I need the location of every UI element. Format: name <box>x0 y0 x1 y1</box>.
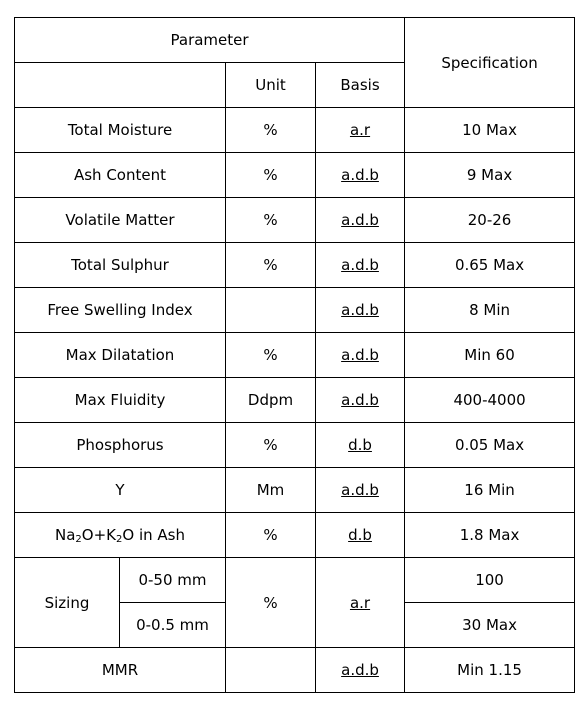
basis-cell: a.d.b <box>316 243 405 288</box>
table-row <box>15 468 575 513</box>
spec-cell: 10 Max <box>405 108 575 153</box>
specification-table <box>14 17 575 693</box>
spec-cell: 8 Min <box>405 288 575 333</box>
table-row <box>15 378 575 423</box>
parameter-cell: Total Moisture <box>15 108 226 153</box>
unit-cell <box>226 288 316 333</box>
basis-cell: a.r <box>316 108 405 153</box>
unit-cell: % <box>226 423 316 468</box>
table-row <box>15 198 575 243</box>
basis-cell: a.d.b <box>316 468 405 513</box>
spec-cell: 1.8 Max <box>405 513 575 558</box>
sizing-spec-cell: 100 <box>405 558 575 603</box>
parameter-cell: Phosphorus <box>15 423 226 468</box>
parameter-cell: Max Fluidity <box>15 378 226 423</box>
sizing-range-cell: 0-0.5 mm <box>120 603 226 648</box>
parameter-cell: Max Dilatation <box>15 333 226 378</box>
sizing-label: Sizing <box>15 558 120 648</box>
spec-cell: 400-4000 <box>405 378 575 423</box>
unit-cell: Mm <box>226 468 316 513</box>
basis-header: Basis <box>316 63 405 108</box>
unit-cell: % <box>226 198 316 243</box>
spec-cell: 20-26 <box>405 198 575 243</box>
table-row <box>15 423 575 468</box>
sizing-basis-cell: a.r <box>316 558 405 648</box>
parameter-cell: Total Sulphur <box>15 243 226 288</box>
unit-cell: % <box>226 108 316 153</box>
parameter-cell: Free Swelling Index <box>15 288 226 333</box>
unit-cell: % <box>226 513 316 558</box>
spec-cell: 16 Min <box>405 468 575 513</box>
sizing-spec-cell: 30 Max <box>405 603 575 648</box>
unit-cell <box>226 648 316 693</box>
spec-cell: 9 Max <box>405 153 575 198</box>
sizing-range-cell: 0-50 mm <box>120 558 226 603</box>
table-row <box>15 108 575 153</box>
parameter-cell: Y <box>15 468 226 513</box>
basis-cell: a.d.b <box>316 648 405 693</box>
spec-cell: Min 60 <box>405 333 575 378</box>
table-row <box>15 243 575 288</box>
table-row <box>15 333 575 378</box>
sizing-row <box>15 558 575 603</box>
spec-cell: 0.05 Max <box>405 423 575 468</box>
basis-cell: a.d.b <box>316 378 405 423</box>
basis-cell: a.d.b <box>316 333 405 378</box>
basis-cell: a.d.b <box>316 153 405 198</box>
unit-cell: % <box>226 333 316 378</box>
parameter-cell: Ash Content <box>15 153 226 198</box>
table-row <box>15 648 575 693</box>
table-row <box>15 288 575 333</box>
unit-cell: Ddpm <box>226 378 316 423</box>
unit-cell: % <box>226 243 316 288</box>
table-row <box>15 153 575 198</box>
basis-cell: d.b <box>316 513 405 558</box>
unit-header: Unit <box>226 63 316 108</box>
basis-cell: a.d.b <box>316 198 405 243</box>
parameter-cell-subscript: $Na_2O+K_2O$ in Ash <box>15 513 226 558</box>
table-row <box>15 513 575 558</box>
parameter-header: Parameter <box>15 18 405 63</box>
specification-header: Specification <box>405 18 575 108</box>
parameter-cell: Volatile Matter <box>15 198 226 243</box>
sizing-unit-cell: % <box>226 558 316 648</box>
unit-cell: % <box>226 153 316 198</box>
table-header-row <box>15 18 575 63</box>
basis-cell: a.d.b <box>316 288 405 333</box>
spec-cell: 0.65 Max <box>405 243 575 288</box>
spec-cell: Min 1.15 <box>405 648 575 693</box>
parameter-cell: MMR <box>15 648 226 693</box>
empty-header-cell <box>15 63 226 108</box>
basis-cell: d.b <box>316 423 405 468</box>
